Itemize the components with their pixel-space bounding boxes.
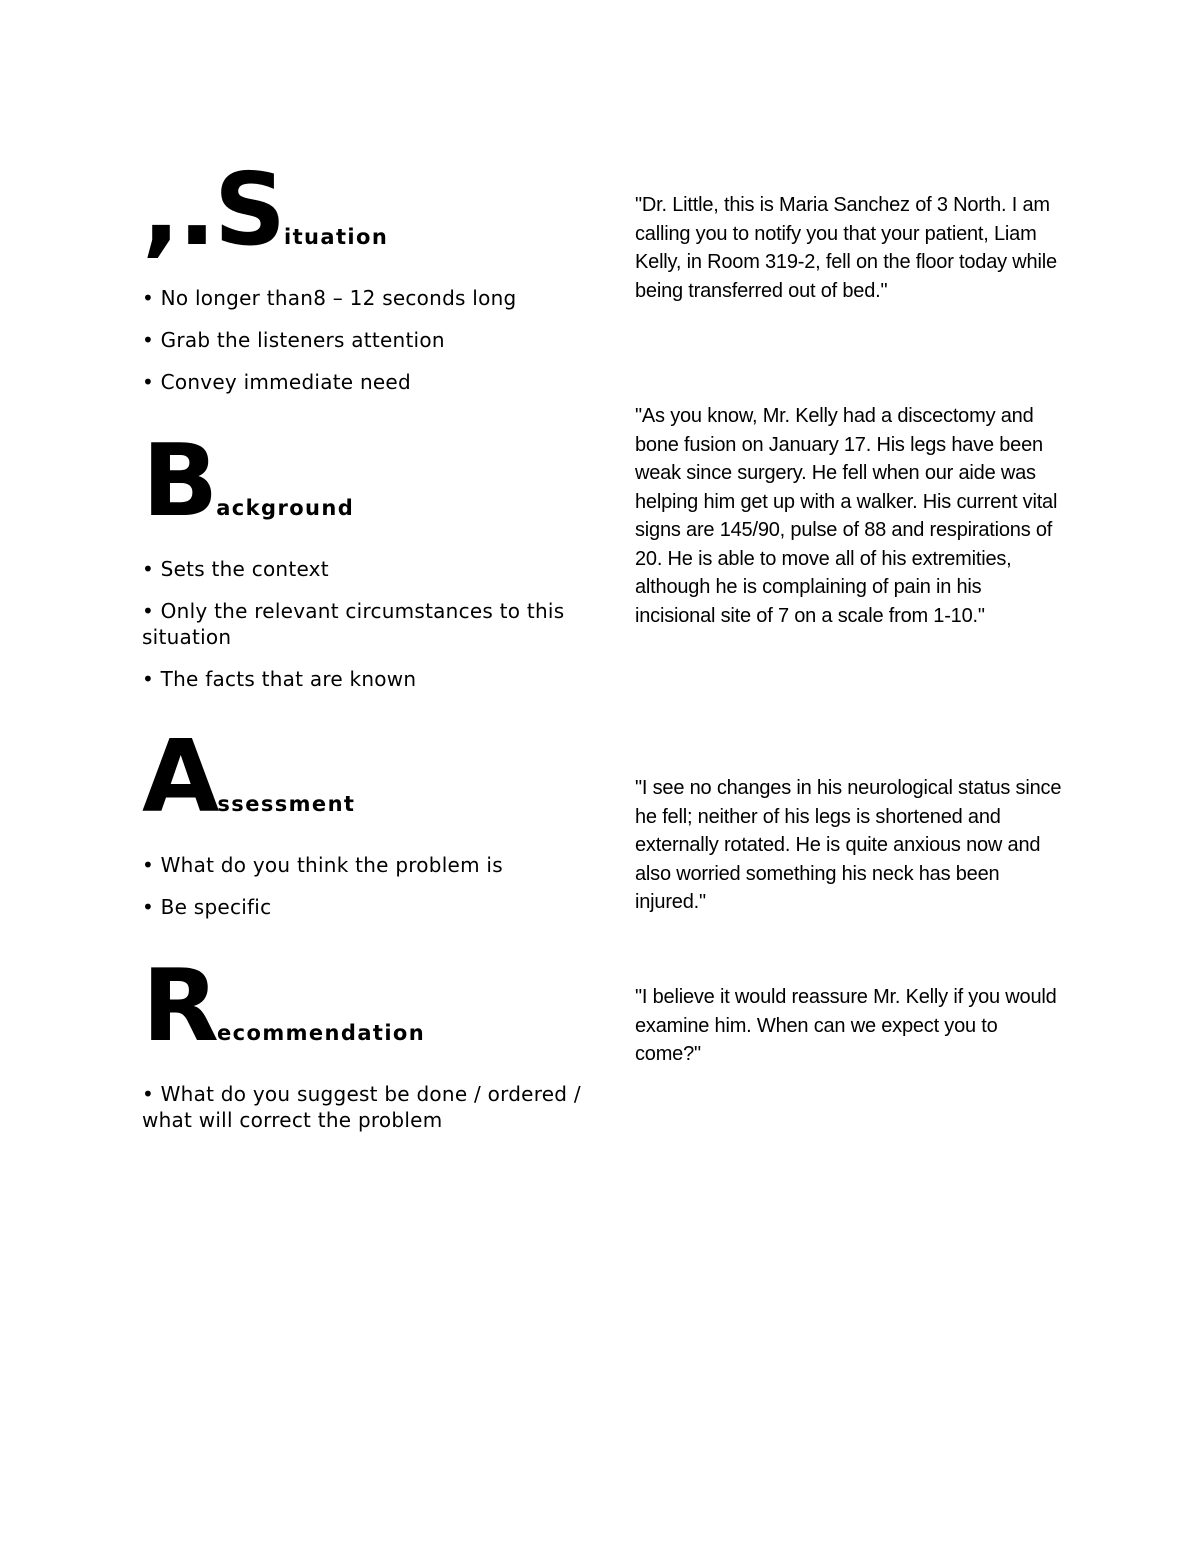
assessment-initial: A [142,718,218,835]
situation-bullet-1: • No longer than8 – 12 seconds long [142,286,517,310]
background-heading [142,422,355,539]
background-bullet-2: • Only the relevant circumstances to this situation [142,599,565,649]
background-heading-rest: ackground [216,496,355,520]
situation-example-quote: "Dr. Little, this is Maria Sanchez of 3 North. I am calling you to notify you that your patient, Liam Kelly, in Room 319-2, fell on the floor today while being transferred out of bed." [635,194,1057,302]
background-bullet-3: • The facts that are known [142,667,417,691]
recommendation-initial: R [142,947,218,1064]
background-initial: B [142,422,217,539]
recommendation-bullet-1: • What do you suggest be done / ordered / what will correct the problem [142,1082,581,1132]
situation-bullet-3: • Convey immediate need [142,370,411,394]
recommendation-example-quote: "I believe it would reassure Mr. Kelly if you would examine him. When can we expect you to come?" [635,986,1057,1065]
situation-heading-rest: ituation [284,225,389,249]
assessment-heading [142,718,356,835]
assessment-heading-rest: ssessment [217,792,356,816]
situation-heading [142,151,389,268]
background-example-quote: "As you know, Mr. Kelly had a discectomy and bone fusion on January 17. His legs have been weak since surgery. He fell when our aide was helping him get up with a walker. His current vital signs are 145/90, pulse of 88 and respirations of 20. He is able to move all of his extremities, although he is complaining of pain in his incisional site of 7 on a scale from 1-10." [635,405,1058,627]
recommendation-heading-rest: ecommendation [217,1021,426,1045]
situation-bullet-2: • Grab the listeners attention [142,328,445,352]
background-bullet-1: • Sets the context [142,557,329,581]
situation-initial: ,.S [142,151,284,268]
recommendation-heading [142,947,426,1064]
assessment-bullet-2: • Be specific [142,895,272,919]
assessment-bullet-1: • What do you think the problem is [142,853,503,877]
assessment-example-quote: "I see no changes in his neurological status since he fell; neither of his legs is shortened and externally rotated. He is quite anxious now and also worried something his neck has been injured." [635,777,1062,913]
